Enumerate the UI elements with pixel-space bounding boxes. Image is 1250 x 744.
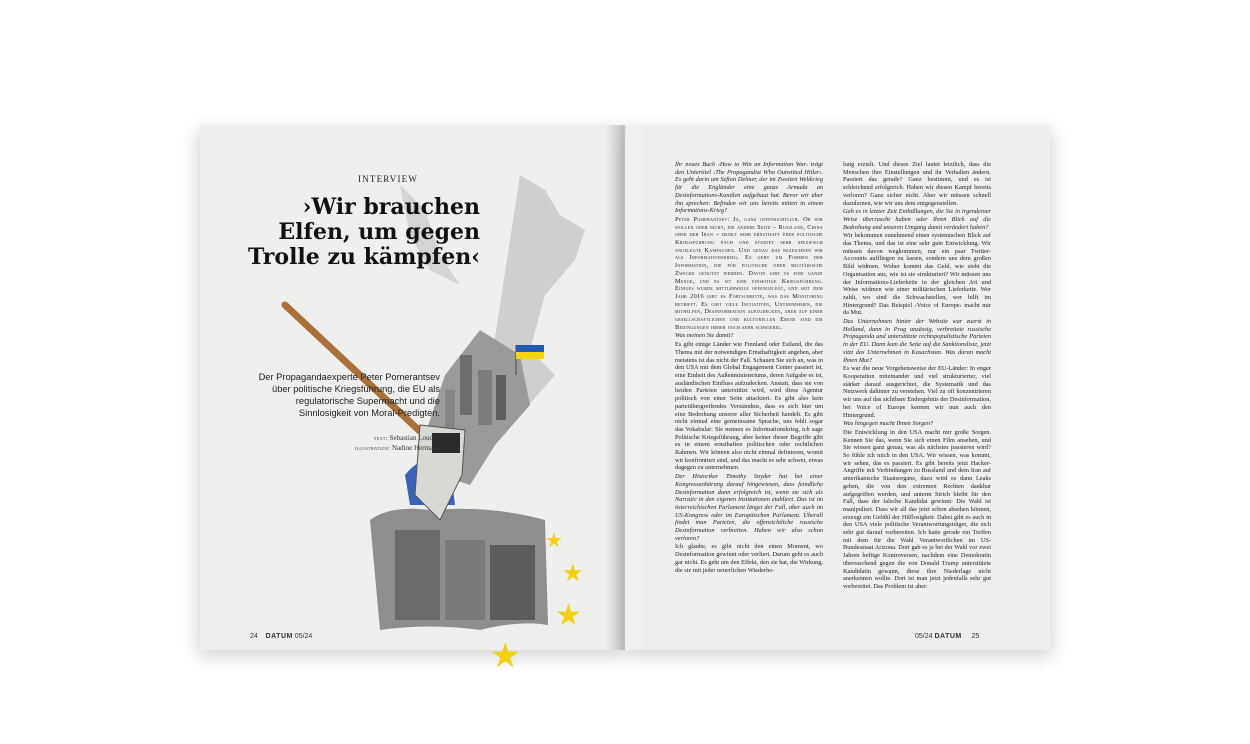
- left-page: [200, 125, 625, 676]
- article-title: ›Wir brauchen Elfen, um gegen Trolle zu kämpfen‹: [248, 194, 480, 270]
- right-page: [625, 125, 1050, 650]
- magazine-name: DATUM: [934, 633, 962, 640]
- magazine-name: DATUM: [265, 633, 293, 640]
- credit-ill-role: illustration:: [354, 445, 391, 452]
- article-paragraph: lung erzielt. Und dieses Ziel lautet letztlich, dass die Menschen ihre Einstellungen und ihr Verhalten ändern. Passiert das gerade? Ganz bestimmt, und es ist schleichend erfolgreich. Haben wir diesen Kampf bereits verloren? Ganz sicher nicht. Aber wir müssen schnell dazulernen, wie wir uns dem entgegenstellen.: [843, 161, 991, 207]
- article-paragraph: Peter Pomerantsev: Ja, ganz offensichtlich. Ob wir wollen oder nicht, die andere Seite – Russland, China oder der Iran – denkt sehr ernsthaft über politische Kriegsführung nach und startet sehr spezifisch angelegte Kampagnen. Und genau das bezeichnen wir als Informationskrieg. Es geht um Formen der Information, die für politische oder militärische Zwecke genutzt werden. Davon gibt es eine ganze Menge, und es ist eine einseitige Kriegsführung. Einiges wurde mittlerweile offengelegt, und seit dem Jahr 2016 gibt es Fortschritte, was das Monitoring betrifft. Es gibt viele Initiativen, Unternehmen, die mithelfen, Desinformation aufzudecken, aber auf einer gesellschaftlichen und kulturellen Ebene sind die Bedingungen immer noch sehr schwierig.: [675, 215, 823, 331]
- issue-number: 05/24: [915, 633, 933, 640]
- article-paragraph: Der Historiker Timothy Snyder hat bei einer Kongressanhörung darauf hingewiesen, dass feindliche Desinformation dann erfolgreich ist, wenn sie sich als Narrativ in den eigenen Institutionen etabliert. Das ist im österreichischen Parlament längst der Fall, aber auch im US-Kongress oder im Europäischen Parlament. Überall findet man Parteien, die offensichtliche russische Desinformation verbreiten. Haben wir also schon verloren?: [675, 473, 823, 542]
- article-paragraph: Ihr neues Buch ›How to Win an Information War‹ trägt den Untertitel ›The Propagandist Who Outwitted Hitler‹. Es geht darin um Sefton Delmer, der im Zweiten Weltkrieg für die Engländer eine ganze Armada an Desinformations-Kanälen aufgebaut hat. Bevor wir über ihn sprechen: Befinden wir uns bereits mitten in einem Informations-Krieg?: [675, 161, 823, 215]
- city-building: [478, 370, 492, 425]
- article-paragraph: Das Unternehmen hinter der Website war zuerst in Holland, dann in Prag ansässig, verbreitete russische Propaganda und unterstützte rechtspopulistische Parteien in der EU. Dann kam die Seite auf die Sanktionsliste, jetzt sitzt das Unternehmen in Kasachstan. Was daran macht Ihnen Mut?: [843, 318, 991, 364]
- article-paragraph: Die Entwicklung in den USA macht mir große Sorgen. Kennen Sie das, wenn Sie sich einen Film ansehen, und Sie wissen ganz genau, was als nächstes passieren wird? So fühle ich mich in den USA. Wir wissen, was kommt, wir sehen, das es passiert. Es gibt bereits jetzt Hacker-Angriffe mit Verbindungen zu Russland und dem Iran auf amerikanische Staatsorgane, dazu wird es dann Leaks geben, die von den extremen Rechten dankbar aufgegriffen werden, und unterm Strich bleibt für den Fall, dass der falsche Kandidat gewinnt: Die Wahl ist manipuliert. Dass wir all das jetzt schon absehen können, erzeugt ein Gefühl der Hilflosigkeit. Dabei gibt es auch in den USA viele politische Verantwortungsträger, die sich sehr gut darauf vorbereiten. Ich hatte gerade ein Treffen mit dem für die Wahl Verantwortlichen im US-Bundesstaat Arizona. Dort gab es ja bei der Wahl vor zwei Jahren heftige Kontroversen, nachdem eine Demokratin überraschend gegen die von Donald Trump unterstützte Kandidatin gewann, diese ihre Niederlage nicht anerkennen wollte. Dort ist man jetzt jedenfalls sehr gut vorbereitet. Das Problem ist aber:: [843, 428, 991, 590]
- article-paragraph: Ich glaube, es gibt nicht den einen Moment, wo Desinformation gewinnt oder verliert. Darum geht es auch gar nicht. Es geht um den Effekt, den sie hat, die Wirkung, die sie mit jeder neuerlichen Wiederho-: [675, 543, 823, 574]
- article-paragraph: Was hingegen macht Ihnen Sorgen?: [843, 420, 934, 428]
- text-column-1: [675, 161, 823, 575]
- section-kicker: INTERVIEW: [358, 174, 419, 184]
- left-folio: [250, 633, 312, 640]
- page-number: 25: [971, 633, 980, 640]
- flag-blue: [516, 345, 544, 352]
- credit-text: [260, 434, 440, 442]
- eu-star-1: ★: [545, 528, 563, 552]
- issue-number: 05/24: [294, 633, 313, 640]
- city-building: [496, 375, 506, 420]
- flag-yellow: [516, 352, 544, 359]
- right-folio: [915, 633, 979, 640]
- eu-star-3: ★: [555, 598, 582, 633]
- text-column-2: [843, 161, 991, 592]
- eu-star-2: ★: [562, 559, 584, 587]
- credit-text-name: Sebastian Loudon: [389, 434, 440, 442]
- parliament-building: [490, 545, 535, 620]
- article-lead: Der Propagandaexperte Peter Pomerantsev über politische Kriegsführung, die EU als regulatorische Supermacht und die Sinnlosigkeit von Moral-Predigten.: [258, 372, 440, 418]
- eu-star-4: ★: [490, 636, 521, 676]
- page-number: 24: [250, 633, 258, 640]
- parliament-building: [395, 530, 440, 620]
- article-paragraph: Es gibt einige Länder wie Finnland oder Estland, die das Thema mit der notwendigen Ernsthaftigkeit angehen, aber meistens ist das nicht der Fall. Schauen Sie sich an, was in den USA mit dem Global Engagement Center passiert ist, eine Einheit des Außenministeriums, deren Aufgabe es ist, ausländischen Einfluss aufzudecken. Anstatt, dass sie von beiden Parteien unterstützt wird, wird diese Agentur politisch von einer Seite attackiert. Es gibt also kein parteiübergreifendes Verständnis, dass es sich hier um eine Bedrohung unserer aller Sicherheit handelt. Es gibt nicht einmal eine gemeinsame Sprache, uns fehlt sogar das Vokabular: Sie nennen es Informationskrieg, ich sage Politische Kriegsführung, aber keiner dieser Begriffe gibt es in einem ernsthaften politischen oder rechtlichen Rahmen. Wir können also nicht einmal definieren, womit wir konfrontiert sind, und das macht es sehr schwer, etwas dagegen zu unternehmen.: [675, 341, 823, 472]
- article-paragraph: Gab es in letzter Zeit Enthüllungen, die Sie in irgendeiner Weise überrascht haben oder Ihren Blick auf die Bedrohung und unseren Umgang damit verändert haben?: [843, 208, 991, 231]
- credit-text-role: text:: [373, 435, 388, 442]
- parliament-building: [445, 540, 485, 620]
- article-paragraph: Es war die neue Vorgehensweise der EU-Länder: In enger Kooperation miteinander und viel strukturierter, viel stärker darauf ausgerichtet, die Systematik und das Netzwerk dahinter zu verstehen. Viel zu oft konzentrieren wir uns auf das sichtbare Endergebnis der Desinformation, bei Voice of Europe kennen wir nun auch den Hintergrund.: [843, 365, 991, 419]
- credit-illustration: [260, 444, 440, 452]
- credit-ill-name: Nadine Hermann: [391, 444, 440, 452]
- article-paragraph: Wir bekommen zunehmend einen systemischen Blick auf das Thema, und das ist eine sehr gute Entwicklung. Wir müssen davon wegkommen, nur ein paar Twitter-Accounts auffliegen zu lassen, sondern uns dem großen Bild widmen. Woher kommt das Geld, wie sieht die Organisation aus, wie ist sie strukturiert? Wir müssen uns der Informations-Lieferkette in der gleichen Art und Weise widmen wie einer militärischen Lieferkette. Wer zahlt, wo sind die Schwachstellen, wer hilft im Hintergrund? Das Beispiel ›Voice of Europe‹ macht mir da Mut.: [843, 232, 991, 317]
- city-building: [460, 355, 472, 415]
- article-paragraph: Was meinen Sie damit?: [675, 332, 734, 340]
